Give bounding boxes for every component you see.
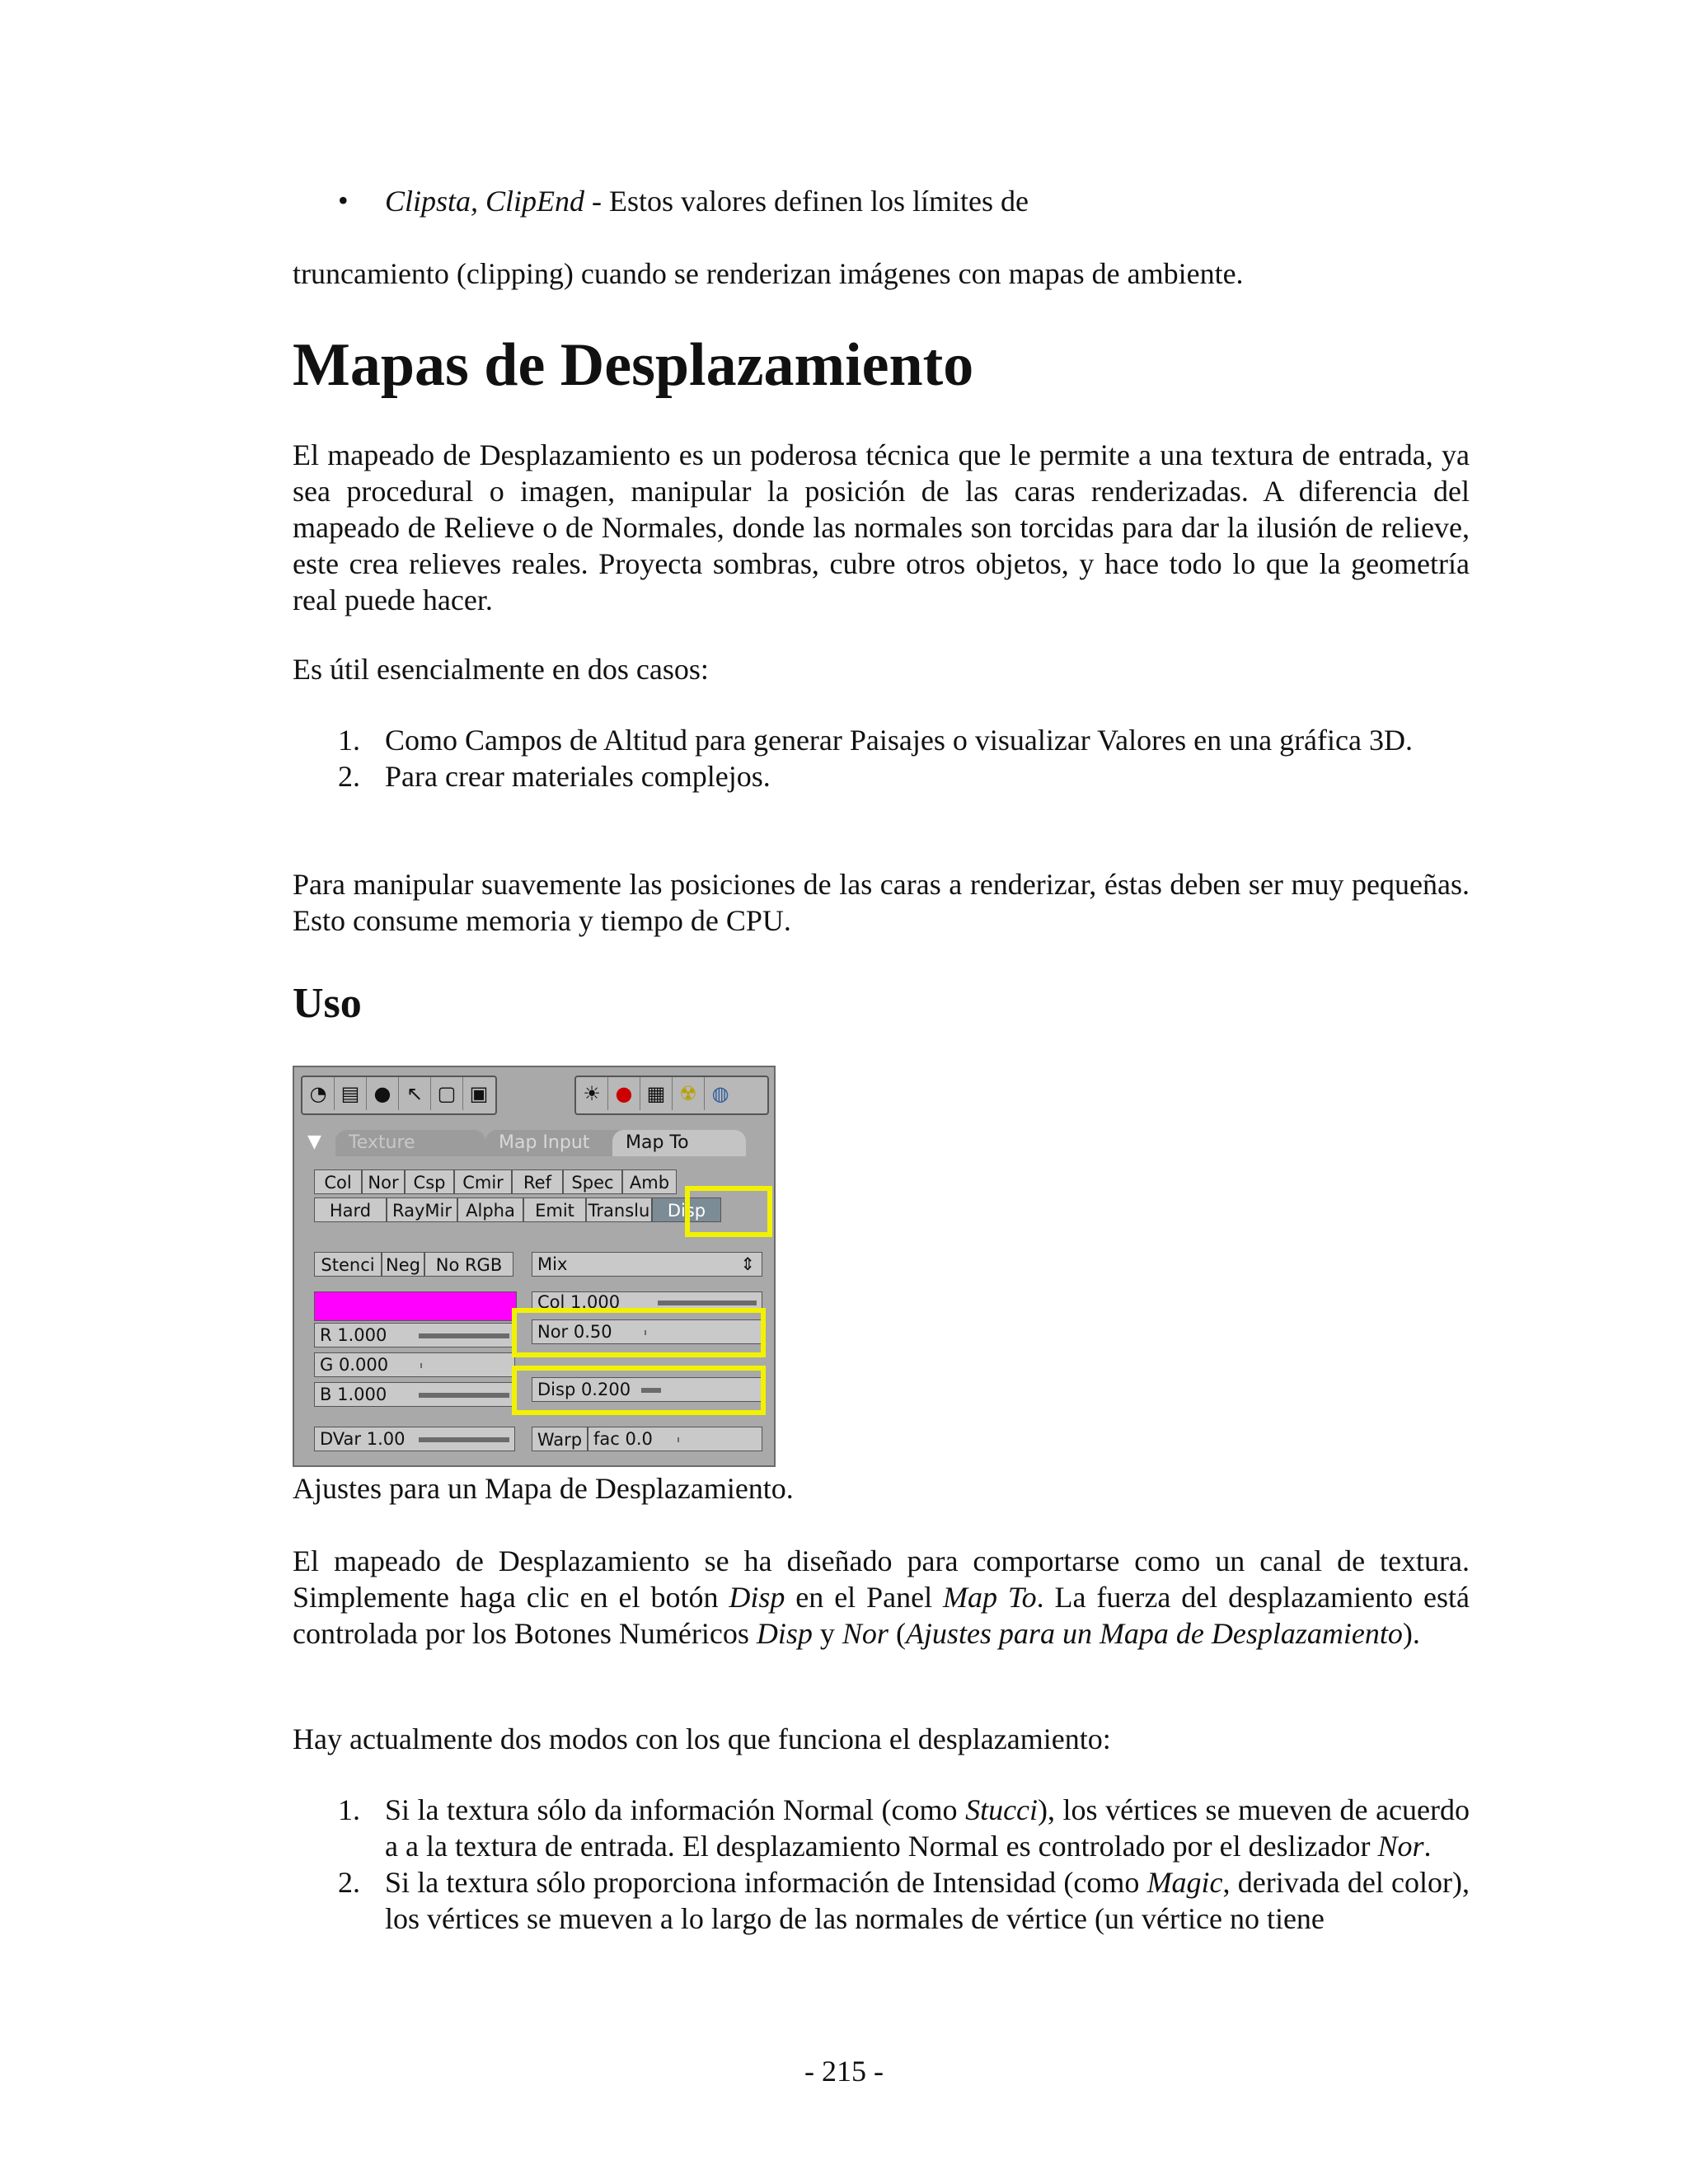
list-number: 2. xyxy=(338,1866,360,1899)
disp-button[interactable]: Disp xyxy=(652,1197,721,1222)
list-text: Como Campos de Altitud para generar Paisajes o visualizar Valores en una gráfica 3D. xyxy=(385,724,1413,757)
page-heading: Mapas de Desplazamiento xyxy=(293,331,974,399)
cmir-button[interactable]: Cmir xyxy=(454,1169,512,1194)
select-arrows-icon: ⇕ xyxy=(740,1254,755,1274)
channel-row-1 xyxy=(314,1169,677,1194)
bullet-continuation: truncamiento (clipping) cuando se renderizan imágenes con mapas de ambiente. xyxy=(293,257,1244,290)
r-slider[interactable] xyxy=(314,1323,515,1347)
hard-button[interactable]: Hard xyxy=(314,1197,387,1222)
texture-icon: ▦ xyxy=(640,1077,673,1110)
nor-button[interactable]: Nor xyxy=(362,1169,405,1194)
amb-button[interactable]: Amb xyxy=(622,1169,677,1194)
collapse-triangle-icon[interactable]: ▼ xyxy=(307,1132,321,1152)
list-number: 1. xyxy=(338,724,360,757)
shading-toolbar xyxy=(574,1076,769,1115)
list-number: 1. xyxy=(338,1793,360,1826)
term-clipsta: Clipsta, ClipEnd xyxy=(385,185,585,218)
list-number: 2. xyxy=(338,760,360,793)
map-to-panel-figure xyxy=(293,1066,776,1467)
fac-value: fac 0.0 xyxy=(593,1429,653,1449)
dvar-value: DVar 1.00 xyxy=(320,1429,406,1449)
b-value: B 1.000 xyxy=(320,1385,387,1404)
lamp-icon: ☀ xyxy=(576,1077,608,1110)
warp-fac-slider[interactable] xyxy=(588,1427,762,1451)
modes-list xyxy=(293,1792,1470,1937)
raymir-button[interactable]: RayMir xyxy=(387,1197,457,1222)
r-fill xyxy=(419,1333,509,1338)
blend-row xyxy=(314,1252,513,1277)
bullet-rest: - Estos valores definen los límites de xyxy=(584,185,1029,218)
dvar-fill xyxy=(419,1437,509,1442)
b-fill xyxy=(419,1393,509,1398)
warp-row xyxy=(532,1427,762,1451)
bullet-text xyxy=(385,183,1029,219)
list-item: 2. Si la textura sólo proporciona información de Intensidad (como Magic, derivada del color), los vértices se mueven a lo largo de las normales de vértice (un vértice no tiene xyxy=(338,1866,1470,1935)
stencil-button[interactable]: Stenci xyxy=(314,1252,382,1277)
g-fill xyxy=(420,1363,422,1368)
list-item: 1. Si la textura sólo da información Normal (como Stucci), los vértices se mueven de acuerdo a a la textura de entrada. El desplazamiento Normal es controlado por el deslizador Nor. xyxy=(338,1793,1470,1863)
fac-fill xyxy=(678,1437,679,1442)
image-icon: ▣ xyxy=(469,1082,489,1105)
tab-map-to[interactable]: Map To xyxy=(612,1130,746,1156)
blend-mode-value: Mix xyxy=(537,1254,568,1274)
no-rgb-button[interactable]: No RGB xyxy=(424,1252,513,1277)
figure-caption: Ajustes para un Mapa de Desplazamiento. xyxy=(293,1472,794,1505)
r-value: R 1.000 xyxy=(320,1325,387,1345)
g-slider[interactable] xyxy=(314,1352,515,1377)
manipulate-paragraph: Para manipular suavemente las posiciones de las caras a renderizar, éstas deben ser muy pequeñas. Esto consume memoria y tiempo de CPU. xyxy=(293,868,1470,937)
bullet-marker: • xyxy=(338,184,349,217)
col-button[interactable]: Col xyxy=(314,1169,362,1194)
uses-intro: Es útil esencialmente en dos casos: xyxy=(293,653,709,686)
emit-button[interactable]: Emit xyxy=(523,1197,586,1222)
page-number: - 215 - xyxy=(804,2055,884,2088)
material-icon: ● xyxy=(608,1077,640,1110)
section-heading-uso: Uso xyxy=(293,980,362,1027)
translu-button[interactable]: Translu xyxy=(586,1197,652,1222)
square-icon: ▢ xyxy=(431,1077,463,1110)
radiosity-icon: ☢ xyxy=(673,1077,705,1110)
list-item xyxy=(293,722,1470,758)
color-swatch[interactable] xyxy=(314,1291,517,1321)
nor-value: Nor 0.50 xyxy=(537,1322,612,1342)
col-fill xyxy=(658,1301,757,1305)
nor-slider-highlight xyxy=(512,1308,766,1357)
tab-map-input[interactable]: Map Input xyxy=(485,1130,635,1156)
disp-slider-highlight xyxy=(512,1366,766,1415)
disp-value: Disp 0.200 xyxy=(537,1380,631,1399)
dvar-slider[interactable] xyxy=(314,1427,515,1451)
panel-tabs xyxy=(302,1128,764,1158)
neg-button[interactable]: Neg xyxy=(382,1252,424,1277)
list-item xyxy=(293,758,1470,794)
channel-row-2 xyxy=(314,1197,721,1222)
tab-texture[interactable]: Texture xyxy=(335,1130,485,1156)
intro-paragraph: El mapeado de Desplazamiento es un poderosa técnica que le permite a una textura de entrada, ya sea procedural o imagen, manipular la posición de las caras renderizadas. A diferencia del mapeado de Relieve o de Normales, donde las normales son torcidas para dar la ilusión de relieve, este crea relieves reales. Proyecta sombras, cubre otros objetos, y hace todo lo que la geometría real puede hacer. xyxy=(293,438,1470,616)
modes-intro: Hay actualmente dos modos con los que funciona el desplazamiento: xyxy=(293,1722,1111,1755)
context-toolbar xyxy=(301,1076,497,1115)
list-text: Para crear materiales complejos. xyxy=(385,760,771,793)
world-icon: ◍ xyxy=(711,1082,729,1105)
axis-icon: ↖ xyxy=(399,1077,431,1110)
g-value: G 0.000 xyxy=(320,1355,389,1375)
csp-button[interactable]: Csp xyxy=(405,1169,454,1194)
b-slider[interactable] xyxy=(314,1382,515,1407)
uses-list xyxy=(293,722,1470,794)
clock-icon: ◔ xyxy=(302,1077,335,1110)
ref-button[interactable]: Ref xyxy=(512,1169,563,1194)
spec-button[interactable]: Spec xyxy=(563,1169,622,1194)
alpha-button[interactable]: Alpha xyxy=(457,1197,523,1222)
disp-button-highlight xyxy=(685,1186,772,1237)
channel-paragraph: El mapeado de Desplazamiento se ha diseñado para comportarse como un canal de textura. Simplemente haga clic en el botón Disp en el Panel Map To. La fuerza del desplazamiento está controlada por los Botones Numéricos Disp y Nor (Ajustes para un Mapa de Desplazamiento). xyxy=(293,1544,1470,1650)
col-value: Col 1.000 xyxy=(537,1292,621,1312)
warp-button[interactable]: Warp xyxy=(532,1427,588,1451)
sphere-icon: ● xyxy=(367,1077,399,1110)
blend-mode-select[interactable] xyxy=(532,1252,762,1277)
list-icon: ▤ xyxy=(335,1077,367,1110)
